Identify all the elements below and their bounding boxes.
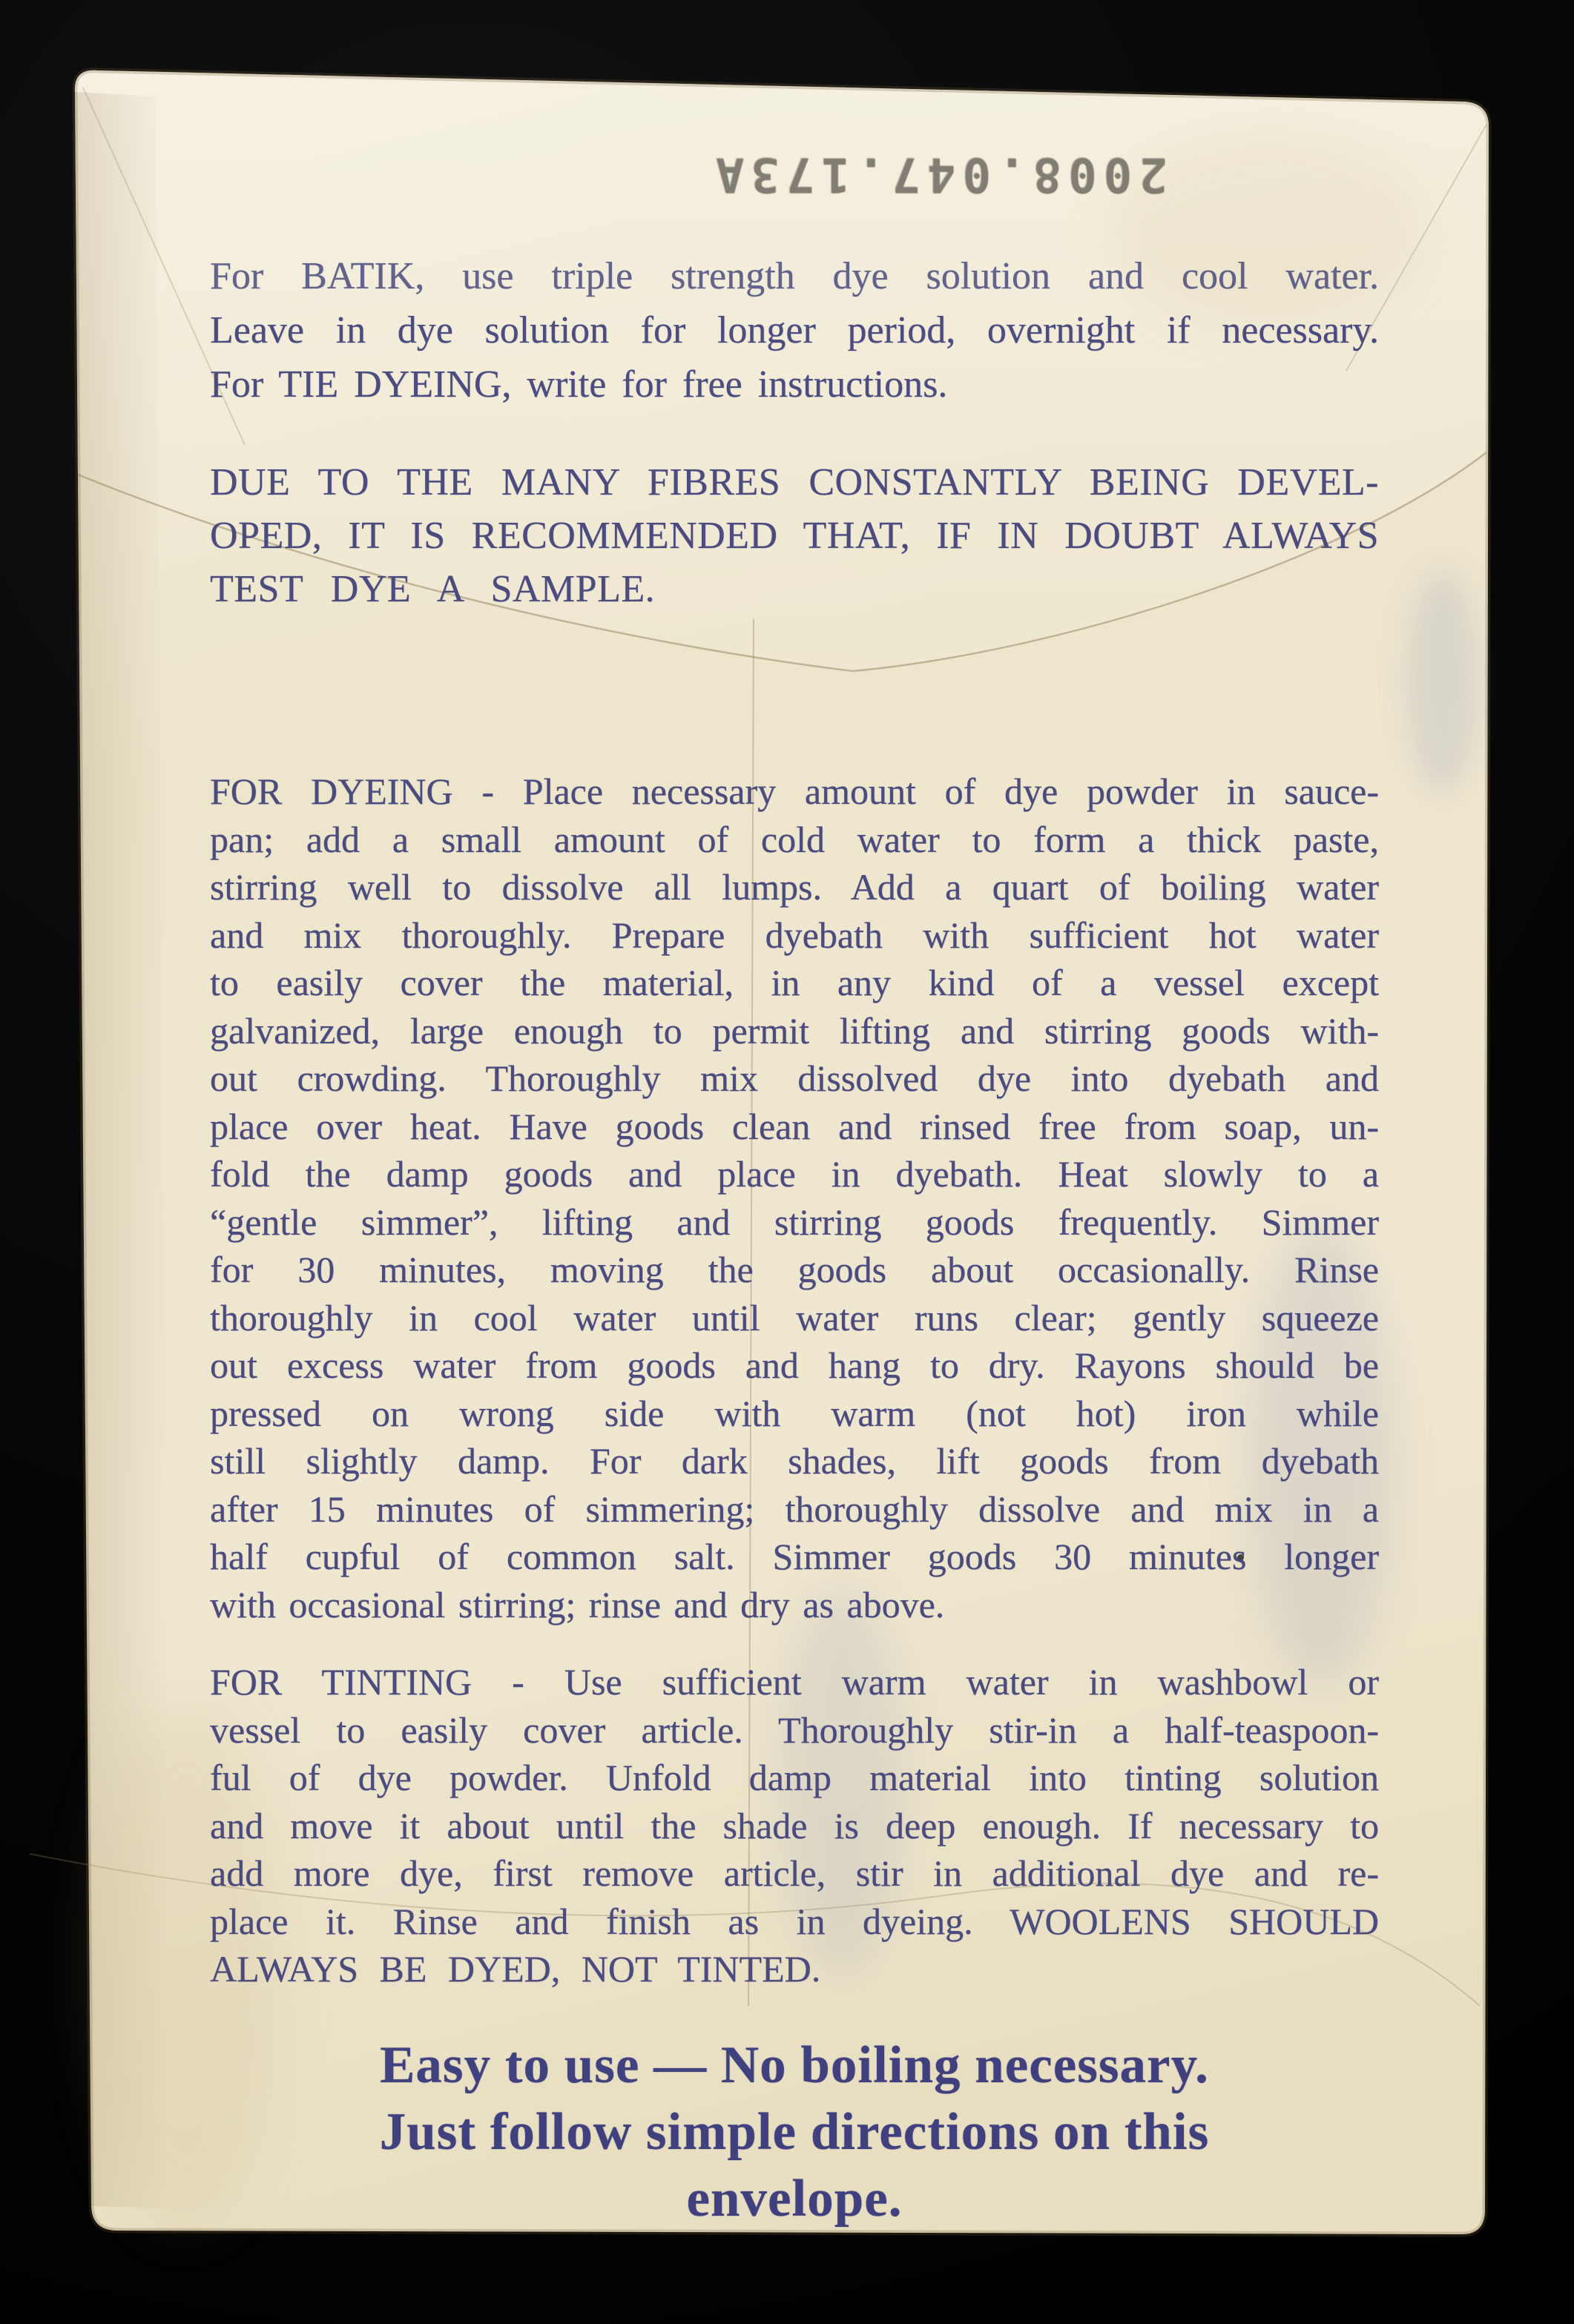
text-line: FOR DYEING - Place necessary amount of dye powder in sauce- [210, 770, 1379, 812]
text-line: TEST DYE A SAMPLE. [210, 568, 656, 610]
text-line: out crowding. Thoroughly mix dissolved dye into dyebath and [210, 1057, 1379, 1099]
text-line: ALWAYS BE DYED, NOT TINTED. [210, 1948, 821, 1990]
slogan [210, 2032, 1379, 2232]
text-line: for 30 minutes, moving the goods about occasionally. Rinse [210, 1249, 1379, 1290]
pencil-accession-number: 2008.047.173A [709, 147, 1168, 202]
text-line: galvanized, large enough to permit lifting and stirring goods with- [210, 1009, 1379, 1052]
text-line: and mix thoroughly. Prepare dyebath with sufficient hot water [210, 914, 1379, 956]
text-line: pressed on wrong side with warm (not hot) iron while [210, 1392, 1379, 1434]
text-line: fold the damp goods and place in dyebath. Heat slowly to a [210, 1153, 1379, 1195]
batik-instructions-paragraph [210, 249, 1379, 412]
tinting-instructions-paragraph [210, 1658, 1379, 1993]
text-line: and move it about until the shade is deep enough. If necessary to [210, 1804, 1379, 1846]
text-line: still slightly damp. For dark shades, lift goods from dyebath [210, 1440, 1379, 1482]
text-line: Just follow simple directions on this [379, 2103, 1210, 2161]
text-line: to easily cover the material, in any kind of a vessel except [210, 962, 1379, 1003]
text-line: DUE TO THE MANY FIBRES CONSTANTLY BEING DEVEL- [210, 461, 1379, 504]
text-line: with occasional stirring; rinse and dry as above. [210, 1583, 945, 1625]
text-line: thoroughly in cool water until water runs clear; gently squeeze [210, 1296, 1379, 1338]
text-line: FOR TINTING - Use sufficient warm water in washbowl or [210, 1661, 1379, 1703]
text-line: add more dye, first remove article, stir in additional dye and re- [210, 1852, 1379, 1894]
text-line: For TIE DYEING, write for free instructions. [210, 363, 948, 406]
text-line: Easy to use — No boiling necessary. [380, 2036, 1209, 2094]
text-line: half cupful of common salt. Simmer goods 30 minutes longer [210, 1536, 1379, 1577]
text-line: envelope. [686, 2170, 903, 2228]
text-line: out excess water from goods and hang to dry. Rayons should be [210, 1344, 1379, 1386]
text-line: pan; add a small amount of cold water to form a thick paste, [210, 818, 1379, 860]
text-line: “gentle simmer”, lifting and stirring goods frequently. Simmer [210, 1201, 1379, 1243]
text-line: after 15 minutes of simmering; thoroughly dissolve and mix in a [210, 1488, 1379, 1530]
text-line: place over heat. Have goods clean and rinsed free from soap, un- [210, 1105, 1379, 1147]
text-line: OPED, IT IS RECOMMENDED THAT, IF IN DOUBT ALWAYS [210, 515, 1379, 557]
dyeing-instructions-paragraph [210, 767, 1379, 1628]
text-line: stirring well to dissolve all lumps. Add a quart of boiling water [210, 866, 1379, 908]
fibre-test-notice-paragraph [210, 456, 1379, 616]
text-line: For BATIK, use triple strength dye solution and cool water. [210, 255, 1379, 297]
text-line: ful of dye powder. Unfold damp material into tinting solution [210, 1757, 1379, 1798]
text-line: Leave in dye solution for longer period, overnight if necessary. [210, 309, 1379, 351]
text-line: vessel to easily cover article. Thoroughly stir-in a half-teaspoon- [210, 1709, 1379, 1751]
text-line: place it. Rinse and finish as in dyeing. WOOLENS SHOULD [210, 1900, 1379, 1942]
